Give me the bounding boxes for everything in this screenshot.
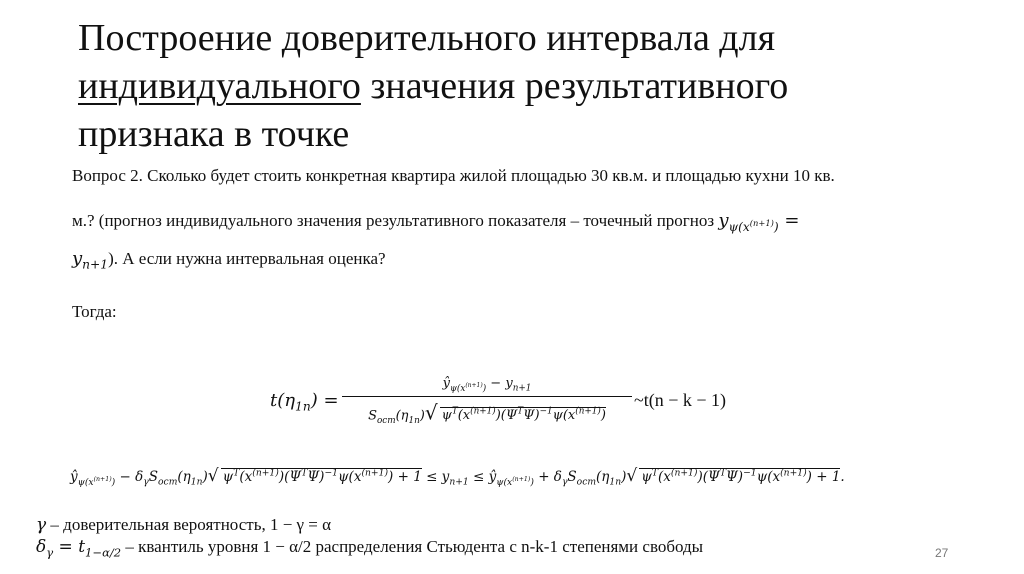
title-underlined-word: индивидуального: [78, 65, 361, 107]
point-forecast-formula: $y_{\psi(x^{(n+1)})}$ =: [718, 210, 800, 234]
definition-gamma: [36, 514, 703, 536]
y-n-plus-1: $y_{n+1}$: [72, 248, 109, 272]
slide-number: 27: [935, 546, 949, 560]
title-line-3: признака в точке: [78, 113, 350, 155]
title-line-2: [78, 62, 978, 110]
question-line-2-text: м.? (прогноз индивидуального значения результативного показателя – точечный прогноз: [72, 211, 719, 230]
title-line-1: Построение доверительного интервала для: [78, 17, 776, 59]
question-line-1: Вопрос 2. Сколько будет стоить конкретная квартира жилой площадью 30 кв.м. и площадью кухни 10 кв.: [72, 166, 835, 185]
t-distribution-tail: ~t(n − k − 1): [634, 390, 727, 410]
then-label: Тогда:: [72, 302, 117, 321]
gamma-symbol: γ: [36, 515, 47, 535]
title-line-2-rest: значения результативного: [360, 65, 789, 107]
fraction-denominator: $S_{ост}(\eta_{1n})√$ $\psi^T(x^{(n+1)})(\Psi^T\Psi)^{-1}\psi(x^{(n+1)})$: [368, 400, 606, 426]
delta-symbol: $\delta_\gamma = t_{1-\alpha/2}$: [36, 537, 122, 560]
definition-delta: [36, 536, 703, 563]
t-statistic-formula: [270, 372, 790, 434]
definition-delta-text: – квантиль уровня 1 − α/2 распределения Стьюдента с n-k-1 степенями свободы: [121, 537, 704, 556]
question-line-3: [72, 248, 972, 272]
question-line-3-text: ). А если нужна интервальная оценка?: [108, 249, 386, 268]
t-statistic-fraction: [342, 372, 632, 427]
definitions-block: [36, 514, 703, 563]
fraction-numerator: $ŷ_{\psi(x^{(n+1)})} - y_{n+1}$: [442, 376, 532, 394]
confidence-interval-inequality: $ŷ_{\psi(x^{(n+1)})} - \delta_\gamma S_{ост}(\eta_{1n})√$ $\psi^T(x^{(n+1)})(\Psi^T\Psi)^{-1}\psi(x^{(n+1)}) + 1 \le y_{n+1}$ ≤ $ŷ_{\psi(x^{(n+1)})} + \delta_\gamma S_{ост}(\eta_{1n})√$ $\psi^T(x^{(n+1)})(\Psi^T\Psi)^{-1}\psi(x^{(n+1)}) + 1$.: [70, 466, 845, 488]
question-line-2: [72, 210, 972, 234]
slide-title: [78, 14, 978, 158]
t-statistic-lhs: $t(\eta_{1n})$ =: [270, 390, 339, 414]
definition-gamma-text: – доверительная вероятность, 1 − γ = α: [46, 515, 332, 534]
